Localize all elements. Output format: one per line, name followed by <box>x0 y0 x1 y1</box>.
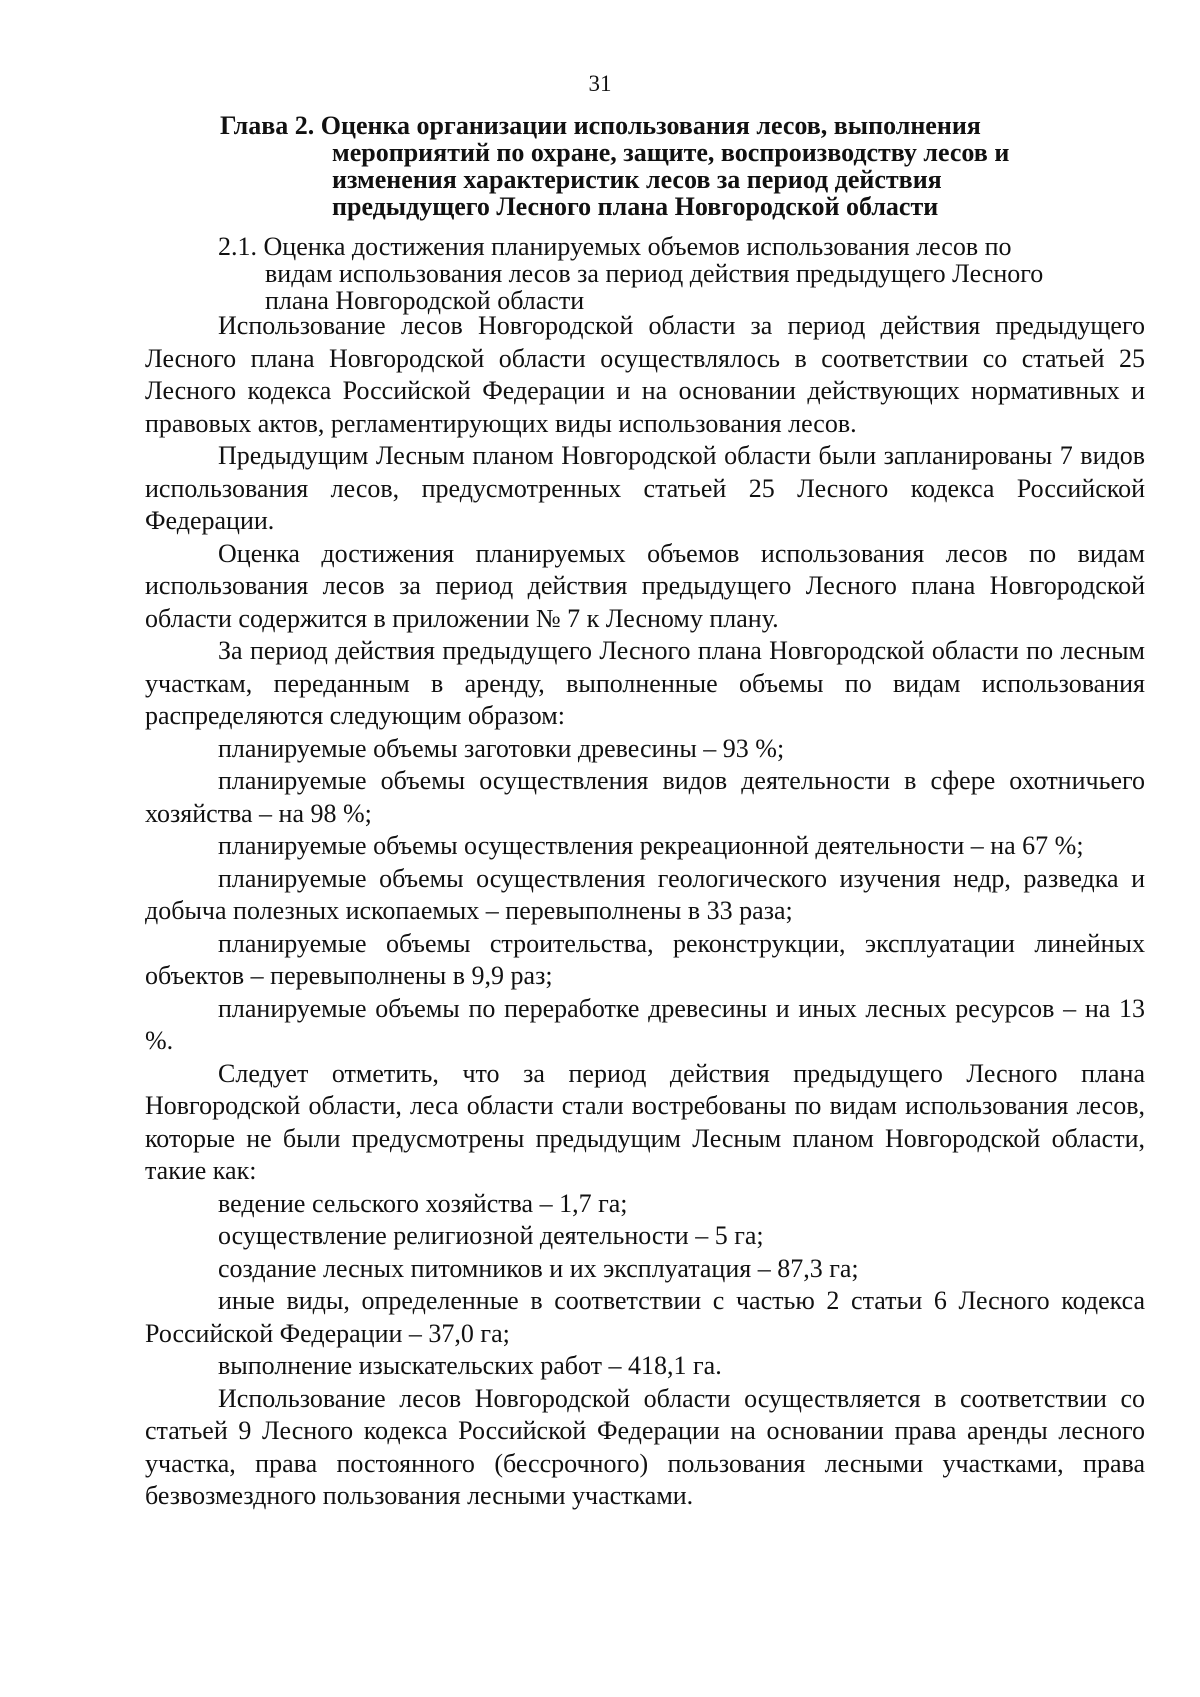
chapter-heading-line: Глава 2. Оценка организации использования лесов, выполнения <box>220 111 981 140</box>
chapter-heading-line: мероприятий по охране, защите, воспроизводству лесов и <box>332 138 1010 167</box>
list-item: иные виды, определенные в соответствии с частью 2 статьи 6 Лесного кодекса Российской Федерации – 37,0 га; <box>145 1286 1145 1348</box>
list-item: создание лесных питомников и их эксплуатация – 87,3 га; <box>218 1253 859 1283</box>
list-item: осуществление религиозной деятельности – 5 га; <box>218 1221 764 1250</box>
section-heading-line: плана Новгородской области <box>265 286 585 315</box>
section-heading <box>218 233 1118 314</box>
paragraph: Следует отметить, что за период действия предыдущего Лесного плана Новгородской области, леса области стали востребованы по видам использования лесов, которые не были предусмотрены предыдущим Лесным планом Новгородской области, такие как: <box>145 1058 1145 1185</box>
list-item: ведение сельского хозяйства – 1,7 га; <box>218 1188 628 1218</box>
list-item: планируемые объемы заготовки древесины – 93 %; <box>218 733 785 763</box>
section-heading-line: 2.1. Оценка достижения планируемых объемов использования лесов по <box>218 232 1012 261</box>
paragraph: За период действия предыдущего Лесного плана Новгородской области по лесным участкам, переданным в аренду, выполненные объемы по видам использования распределяются следующим образом: <box>145 636 1145 730</box>
paragraph: Использование лесов Новгородской области осуществляется в соответствии со статьей 9 Лесного кодекса Российской Федерации на основании права аренды лесного участка, права постоянного (бессрочного) пользования лесными участками, права безвозмездного пользования лесными участками. <box>145 1383 1145 1510</box>
paragraph: Предыдущим Лесным планом Новгородской области были запланированы 7 видов использования лесов, предусмотренных статьей 25 Лесного кодекса Российской Федерации. <box>145 441 1145 535</box>
list-item: планируемые объемы осуществления рекреационной деятельности – на 67 %; <box>218 831 1084 860</box>
paragraph: Использование лесов Новгородской области за период действия предыдущего Лесного плана Новгородской области осуществлялось в соответствии со статьей 25 Лесного кодекса Российской Федерации и на основании действующих нормативных и правовых актов, регламентирующих виды использования лесов. <box>145 311 1145 438</box>
list-item: планируемые объемы осуществления видов деятельности в сфере охотничьего хозяйства – на 98 %; <box>145 766 1145 828</box>
list-item: планируемые объемы осуществления геологического изучения недр, разведка и добыча полезных ископаемых – перевыполнены в 33 раза; <box>145 863 1145 925</box>
page-number: 31 <box>588 71 612 96</box>
chapter-heading-line: изменения характеристик лесов за период действия <box>332 165 942 194</box>
list-item: планируемые объемы по переработке древесины и иных лесных ресурсов – на 13 %. <box>145 993 1145 1055</box>
section-heading-line: видам использования лесов за период действия предыдущего Лесного <box>265 259 1044 288</box>
chapter-heading-line: предыдущего Лесного плана Новгородской области <box>332 192 939 221</box>
list-item: планируемые объемы строительства, реконструкции, эксплуатации линейных объектов – перевыполнены в 9,9 раз; <box>145 928 1145 990</box>
chapter-heading <box>220 112 1120 220</box>
body-text <box>145 310 1145 1513</box>
paragraph: Оценка достижения планируемых объемов использования лесов по видам использования лесов за период действия предыдущего Лесного плана Новгородской области содержится в приложении № 7 к Лесному плану. <box>145 538 1145 633</box>
list-item: выполнение изыскательских работ – 418,1 га. <box>218 1351 722 1380</box>
